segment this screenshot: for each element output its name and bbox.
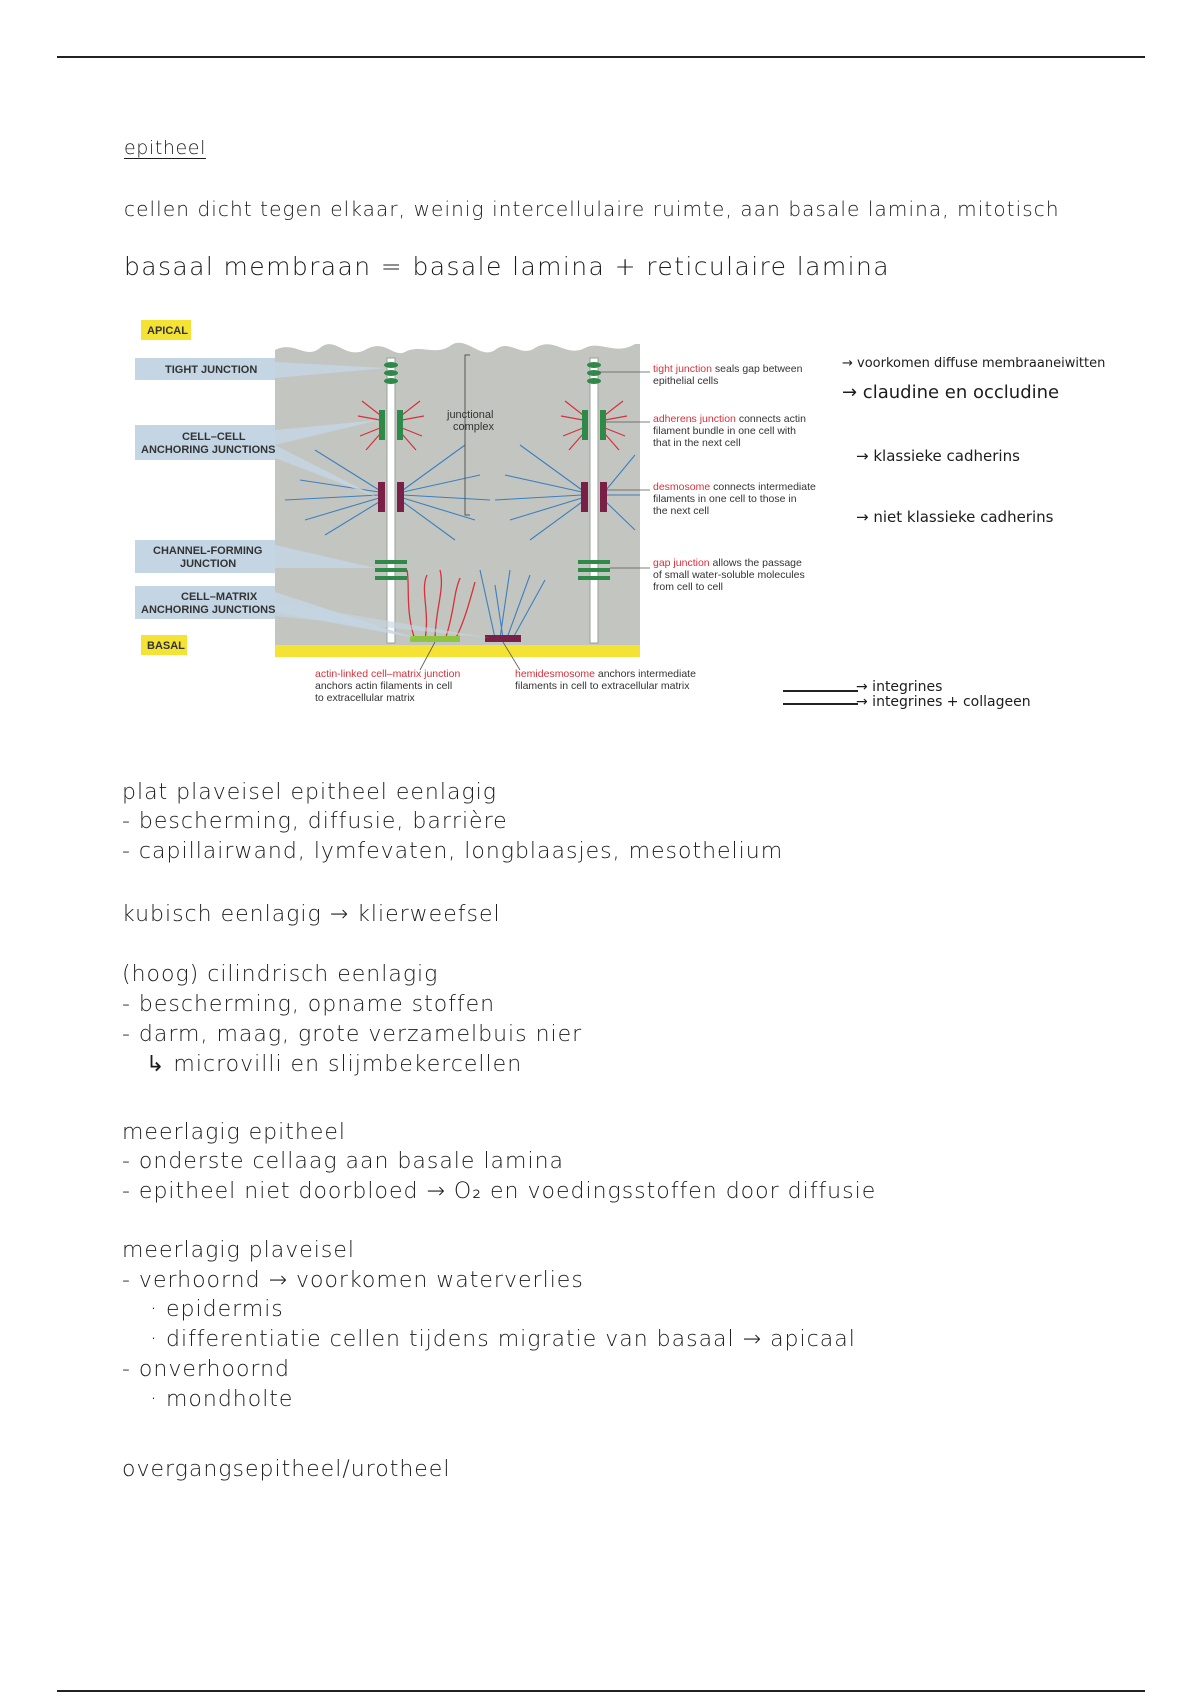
caption-gap-2: of small water-soluble molecules — [653, 569, 805, 581]
basal-lamina — [275, 645, 640, 657]
caption-gap-3: from cell to cell — [653, 581, 724, 593]
section-plaveisel-item-1: - verhoornd → voorkomen waterverlies — [122, 1268, 584, 1293]
section-plaveisel-item-5: · mondholte — [150, 1387, 294, 1412]
section-plaveisel-item-4: - onverhoornd — [122, 1357, 290, 1382]
annotation-claudine: → claudine en occludine — [842, 382, 1060, 403]
section-plat-heading: plat plaveisel epitheel eenlagig — [122, 780, 497, 805]
junctional-complex-label-2: complex — [453, 421, 494, 433]
section-meerlagig-heading: meerlagig epitheel — [122, 1120, 347, 1145]
section-plaveisel-item-2: · epidermis — [150, 1297, 284, 1322]
section-plat-item-1: - bescherming, diffusie, barrière — [122, 809, 508, 834]
bottom-rule — [57, 1690, 1145, 1692]
annotation-integrines: → integrines — [856, 679, 943, 695]
section-meerlagig-item-1: - onderste cellaag aan basale lamina — [122, 1149, 565, 1174]
caption-desmosome-2: filaments in one cell to those in — [653, 493, 797, 505]
page-title: epitheel — [124, 137, 206, 159]
section-cilindrisch-item-2: - darm, maag, grote verzamelbuis nier — [122, 1022, 583, 1047]
section-plaveisel-heading: meerlagig plaveisel — [122, 1238, 355, 1263]
caption-actin-matrix-2: anchors actin filaments in cell — [315, 680, 453, 692]
section-cilindrisch-item-3: ↳ microvilli en slijmbekercellen — [146, 1052, 523, 1077]
section-meerlagig-item-2: - epitheel niet doorbloed → O₂ en voedingsstoffen door diffusie — [122, 1179, 877, 1204]
label-channel-2: JUNCTION — [180, 558, 237, 570]
caption-desmosome: desmosome connects intermediate — [653, 481, 816, 493]
annotation-line-1 — [783, 690, 858, 692]
section-cilindrisch-item-1: - bescherming, opname stoffen — [122, 992, 496, 1017]
annotation-klassieke-cadherins: → klassieke cadherins — [856, 447, 1020, 465]
intro-line-2: basaal membraan = basale lamina + reticulaire lamina — [124, 252, 890, 281]
caption-actin-matrix: actin-linked cell–matrix junction — [315, 668, 461, 680]
label-cellcell-1: CELL–CELL — [182, 431, 246, 443]
caption-desmosome-3: the next cell — [653, 505, 710, 517]
section-plat-item-2: - capillairwand, lymfevaten, longblaasjes, mesothelium — [122, 839, 784, 864]
caption-tight-2: epithelial cells — [653, 375, 719, 387]
caption-adherens-2: filament bundle in one cell with — [653, 425, 797, 437]
caption-gap: gap junction allows the passage — [653, 557, 802, 569]
section-kubisch-heading: kubisch eenlagig → klierweefsel — [122, 902, 501, 927]
section-overgang-heading: overgangsepitheel/urotheel — [122, 1457, 451, 1482]
caption-adherens: adherens junction connects actin — [653, 413, 806, 425]
intro-line-1: cellen dicht tegen elkaar, weinig intercellulaire ruimte, aan basale lamina, mitotisch — [124, 197, 1060, 221]
caption-hemidesmosome: hemidesmosome anchors intermediate — [515, 668, 696, 680]
membrane-right — [590, 358, 598, 643]
caption-adherens-3: that in the next cell — [653, 437, 741, 449]
section-plaveisel-item-3: · differentiatie cellen tijdens migratie van basaal → apicaal — [150, 1327, 856, 1352]
top-rule — [57, 56, 1145, 58]
junctional-complex-label-1: junctional — [447, 409, 494, 421]
annotation-diffuse-membrane: → voorkomen diffuse membraaneiwitten — [842, 356, 1106, 371]
membrane-left — [387, 358, 395, 643]
label-channel-1: CHANNEL-FORMING — [153, 545, 263, 557]
caption-tight: tight junction seals gap between — [653, 363, 803, 375]
label-basal: BASAL — [147, 640, 185, 652]
annotation-niet-klassieke-cadherins: → niet klassieke cadherins — [856, 508, 1054, 526]
label-apical: APICAL — [147, 325, 188, 337]
label-tight-junction: TIGHT JUNCTION — [165, 364, 258, 376]
section-cilindrisch-heading: (hoog) cilindrisch eenlagig — [122, 962, 439, 987]
annotation-line-2 — [783, 703, 858, 705]
caption-actin-matrix-3: to extracellular matrix — [315, 692, 415, 704]
caption-hemidesmosome-2: filaments in cell to extracellular matrix — [515, 680, 690, 692]
label-cellcell-2: ANCHORING JUNCTIONS — [141, 444, 276, 456]
label-cellmatrix-1: CELL–MATRIX — [181, 591, 258, 603]
annotation-integrines-collageen: → integrines + collageen — [856, 694, 1031, 710]
label-cellmatrix-2: ANCHORING JUNCTIONS — [141, 604, 276, 616]
